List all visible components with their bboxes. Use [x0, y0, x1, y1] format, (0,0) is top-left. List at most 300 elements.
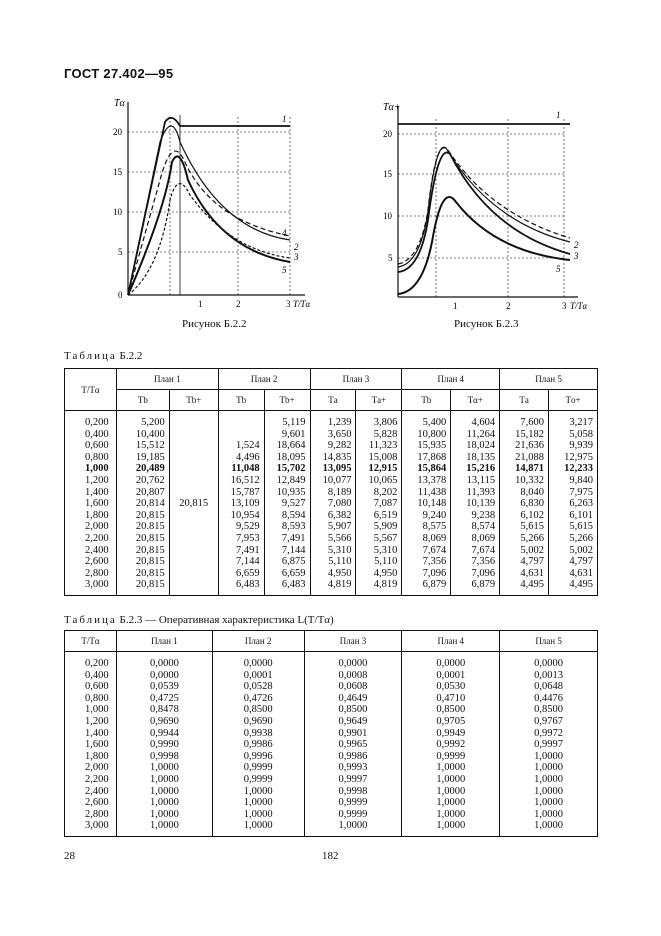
table-cell: 0,4649 [338, 692, 368, 704]
t1-col-p2b [264, 411, 310, 596]
table-cell: 20,489 [135, 463, 165, 475]
fig2-xtick: 1 [453, 301, 458, 311]
t1-sub-header: Tb+ [264, 390, 310, 411]
table-cell: 20,815 [135, 544, 165, 556]
table-cell: 0,9705 [436, 715, 466, 727]
table-cell: 1,400 [85, 727, 109, 739]
table-cell: 1,0000 [436, 773, 466, 785]
table-cell: 0,0001 [243, 669, 273, 681]
table-cell: 9,939 [569, 440, 593, 452]
table-cell: 0,8500 [338, 704, 368, 716]
table-cell: 4,495 [520, 579, 545, 591]
table-cell: 10,139 [466, 498, 496, 510]
t1-plan-header: План 3 [310, 369, 402, 390]
table-cell: 1,0000 [436, 820, 466, 832]
table-cell: 6,879 [471, 579, 496, 591]
table-cell: 1,0000 [436, 797, 466, 809]
table-cell: 4,819 [373, 579, 398, 591]
table-cell: 5,119 [282, 417, 306, 428]
table-cell: 9,240 [422, 509, 447, 521]
table-cell: 0,9992 [436, 739, 466, 751]
table-cell: 18,095 [276, 451, 306, 463]
fig2-xtick: 2 [506, 301, 511, 311]
table-cell: 5,002 [520, 544, 545, 556]
table-cell: 20,815 [135, 532, 165, 544]
table-cell: 0,9986 [338, 750, 368, 762]
table-cell: 5,828 [373, 428, 398, 440]
fig1-ylabel: Tα [114, 98, 125, 109]
table-cell: 5,266 [520, 532, 545, 544]
table-cell: 8,040 [520, 486, 545, 498]
table-cell: 4,631 [520, 567, 545, 579]
fig1-ytick: 0 [118, 290, 123, 300]
table-cell: 5,567 [373, 532, 398, 544]
table-cell: 3,000 [85, 579, 109, 591]
table-cell: 7,953 [235, 532, 260, 544]
table-cell: 5,110 [328, 556, 352, 568]
t1-sub-header: Tа+ [356, 390, 402, 411]
table-cell: 15,182 [515, 428, 545, 440]
table-cell: 7,491 [235, 544, 260, 556]
table-cell: 10,148 [417, 498, 447, 510]
table-cell: 3,650 [327, 428, 352, 440]
table-cell: 5,058 [569, 428, 593, 440]
table-cell: 4,797 [569, 556, 593, 568]
t1-col-p2a [218, 411, 264, 596]
table-cell: 5,310 [327, 544, 352, 556]
table-b22-title: Таблица Б.2.2 [64, 350, 143, 362]
table-cell: 15,787 [230, 486, 260, 498]
table-cell: 8,202 [373, 486, 398, 498]
table-cell: 9,282 [327, 440, 352, 452]
table-cell: 0,8478 [149, 704, 179, 716]
table-cell: 10,332 [515, 474, 545, 486]
table-b22 [64, 368, 598, 596]
t1-sub-header: Tо+ [549, 390, 598, 411]
figure-caption: Рисунок Б.2.3 [454, 318, 519, 330]
fig2-ytick: 15 [383, 169, 392, 179]
table-cell: 1,0000 [534, 750, 564, 762]
table-cell: 5,566 [327, 532, 352, 544]
table-cell: 1,239 [327, 417, 352, 428]
t1-col-header: T/Tα [65, 369, 117, 411]
fig1-ytick: 5 [118, 247, 123, 257]
table-cell: 20,815 [135, 567, 165, 579]
table-cell: 7,144 [235, 556, 260, 568]
t1-plan-header: План 4 [402, 369, 500, 390]
table-cell: 0,0000 [149, 658, 179, 669]
table-cell: 7,975 [569, 486, 593, 498]
t2-plan-header: План 5 [500, 631, 598, 652]
t1-col-p3a [310, 411, 356, 596]
table-cell: 0,9965 [338, 739, 368, 751]
t1-plan-header: План 1 [116, 369, 218, 390]
table-cell: 2,000 [85, 521, 109, 533]
table-cell: 20,814 [135, 498, 165, 510]
table-cell: 0,9901 [338, 727, 368, 739]
table-cell: 3,217 [569, 417, 593, 428]
t2-plan-header: План 1 [116, 631, 212, 652]
table-cell: 7,491 [281, 532, 306, 544]
table-cell: 0,9996 [243, 750, 273, 762]
fig2-curve-label: 1 [556, 110, 561, 120]
table-cell: 2,400 [85, 785, 109, 797]
table-cell: 11,048 [231, 463, 260, 475]
fig2-curve-label: 3 [574, 251, 579, 261]
table-cell: 13,378 [417, 474, 447, 486]
table-cell: 20,762 [135, 474, 165, 486]
table-cell: 7,096 [471, 567, 496, 579]
table-cell: 4,797 [520, 556, 545, 568]
t1-cell-p1b: 20,815 [179, 498, 209, 510]
t1-plan-header: План 5 [500, 369, 598, 390]
t1-col-p5b [549, 411, 598, 596]
table-cell: 6,875 [281, 556, 306, 568]
table-cell: 5,002 [569, 544, 593, 556]
table-cell: 2,200 [85, 773, 109, 785]
table-cell: 1,0000 [243, 820, 273, 832]
table-cell: 6,382 [327, 509, 352, 521]
table-cell: 6,659 [235, 567, 260, 579]
figure-caption: Рисунок Б.2.2 [182, 318, 247, 330]
table-cell: 8,069 [471, 532, 496, 544]
table-cell: 4,495 [569, 579, 593, 591]
table-cell: 0,600 [85, 681, 109, 693]
table-cell: 0,9997 [338, 773, 368, 785]
table-cell: 8,575 [422, 521, 447, 533]
table-cell: 15,216 [466, 463, 496, 475]
t1-col-p5a [500, 411, 549, 596]
table-cell: 5,615 [569, 521, 593, 533]
table-cell: 20,807 [135, 486, 165, 498]
table-cell: 0,9949 [436, 727, 466, 739]
table-cell: 11,438 [417, 486, 447, 498]
table-cell: 0,0001 [436, 669, 466, 681]
t1-plan-header: План 2 [218, 369, 310, 390]
table-cell: 11,264 [466, 428, 496, 440]
table-cell: 13,095 [322, 463, 352, 475]
table-cell: 0,0539 [149, 681, 179, 693]
table-cell: 0,9999 [338, 797, 368, 809]
table-cell: 0,0000 [149, 669, 179, 681]
table-cell: 6,101 [569, 509, 593, 521]
t2-col-p1 [116, 652, 212, 837]
table-cell: 1,524 [235, 440, 260, 452]
table-cell: 0,0008 [338, 669, 368, 681]
t1-sub-header: Tа [310, 390, 356, 411]
table-cell: 4,604 [471, 417, 496, 428]
t1-col-p4a [402, 411, 451, 596]
table-cell: 2,200 [85, 532, 109, 544]
table-cell: 18,135 [466, 451, 496, 463]
table-cell: 7,356 [471, 556, 496, 568]
table-cell: 0,4710 [436, 692, 466, 704]
table-cell: 7,080 [327, 498, 352, 510]
table-cell: 19,185 [135, 451, 165, 463]
table-cell: 15,008 [368, 451, 398, 463]
t2-col-p5 [500, 652, 598, 837]
table-cell: 0,9998 [149, 750, 179, 762]
table-cell: 21,636 [515, 440, 545, 452]
t1-sub-header: Tb [116, 390, 169, 411]
fig1-curve-label: 5 [282, 265, 287, 275]
table-cell: 9,840 [569, 474, 593, 486]
t1-sub-header: Tb+ [169, 390, 218, 411]
table-cell: 7,674 [471, 544, 496, 556]
table-cell: 2,800 [85, 567, 109, 579]
t2-col-header: T/Tα [65, 631, 117, 652]
table-cell: 1,0000 [149, 808, 179, 820]
table-cell: 0,9649 [338, 715, 368, 727]
fig1-ytick: 20 [113, 127, 122, 137]
table-cell: 0,9986 [243, 739, 273, 751]
table-cell: 3,000 [85, 820, 109, 832]
table-cell: 5,400 [422, 417, 447, 428]
table-cell: 1,0000 [534, 808, 564, 820]
table-cell: 6,102 [520, 509, 545, 521]
t1-col-p3b [356, 411, 402, 596]
table-cell: 2,000 [85, 762, 109, 774]
table-cell: 15,935 [417, 440, 447, 452]
table-cell: 0,9972 [534, 727, 564, 739]
table-cell: 1,0000 [534, 820, 564, 832]
t2-plan-header: План 3 [304, 631, 402, 652]
table-cell: 0,400 [85, 669, 109, 681]
table-cell: 1,0000 [436, 762, 466, 774]
table-cell: 2,400 [85, 544, 109, 556]
table-cell: 0,4725 [149, 692, 179, 704]
t1-sub-header: Tα+ [451, 390, 500, 411]
table-cell: 1,0000 [436, 785, 466, 797]
document-header: ГОСТ 27.402—95 [64, 66, 174, 81]
table-cell: 0,9767 [534, 715, 564, 727]
table-cell: 18,664 [276, 440, 306, 452]
table-cell: 10,935 [276, 486, 306, 498]
table-cell: 5,615 [520, 521, 545, 533]
fig2-xlabel: T/Tα [570, 301, 588, 311]
figure-b23 [380, 92, 595, 317]
table-cell: 3,806 [373, 417, 398, 428]
t2-col-p4 [402, 652, 500, 837]
table-b23-title: Таблица Б.2.3 — Оперативная характеристика L(T/Tα) [64, 614, 334, 626]
table-cell: 6,263 [569, 498, 593, 510]
table-cell: 21,088 [515, 451, 545, 463]
table-cell: 0,200 [85, 417, 109, 428]
table-cell: 15,512 [135, 440, 165, 452]
table-cell: 0,400 [85, 428, 109, 440]
table-cell: 1,0000 [149, 762, 179, 774]
fig2-curve-label: 2 [574, 240, 579, 250]
table-cell: 1,200 [85, 715, 109, 727]
table-cell: 12,849 [276, 474, 306, 486]
table-cell: 2,600 [85, 556, 109, 568]
t1-col-p4b [451, 411, 500, 596]
table-cell: 15,864 [417, 463, 447, 475]
table-cell: 0,0000 [436, 658, 466, 669]
table-cell: 1,600 [85, 739, 109, 751]
t2-plan-header: План 2 [212, 631, 304, 652]
table-b23 [64, 630, 598, 837]
table-cell: 1,0000 [534, 797, 564, 809]
table-cell: 1,000 [85, 704, 109, 716]
table-cell: 20,815 [135, 509, 165, 521]
table-cell: 12,915 [368, 463, 398, 475]
table-cell: 8,189 [327, 486, 352, 498]
table-cell: 0,9944 [149, 727, 179, 739]
t1-col-p1a [116, 411, 169, 596]
table-cell: 11,323 [368, 440, 398, 452]
table-cell: 0,9997 [534, 739, 564, 751]
table-cell: 1,0000 [243, 808, 273, 820]
t2-col-p3 [304, 652, 402, 837]
table-cell: 0,0000 [243, 658, 273, 669]
table-cell: 0,0000 [338, 658, 368, 669]
table-cell: 7,144 [281, 544, 306, 556]
table-cell: 11,393 [466, 486, 496, 498]
table-cell: 7,096 [422, 567, 447, 579]
table-cell: 1,600 [85, 498, 109, 510]
table-cell: 0,9990 [149, 739, 179, 751]
fig1-curve-label: 3 [294, 252, 299, 262]
table-cell: 1,0000 [534, 785, 564, 797]
table-cell: 2,600 [85, 797, 109, 809]
table-cell: 0,4726 [243, 692, 273, 704]
table-cell: 1,0000 [149, 820, 179, 832]
table-cell: 0,8500 [534, 704, 564, 716]
table-cell: 0,600 [85, 440, 109, 452]
table-cell: 1,400 [85, 486, 109, 498]
fig1-curve-label: 2 [294, 242, 299, 252]
table-cell: 7,600 [520, 417, 545, 428]
table-cell: 14,835 [322, 451, 352, 463]
table-cell: 6,483 [235, 579, 260, 591]
fig2-xtick: 3 [562, 301, 567, 311]
table-cell: 0,9998 [338, 785, 368, 797]
table-cell: 4,950 [373, 567, 398, 579]
fig2-ytick: 10 [383, 211, 392, 221]
table-cell: 0,9938 [243, 727, 273, 739]
table-cell: 10,954 [230, 509, 260, 521]
page-number-center: 182 [322, 850, 339, 862]
table-cell: 0,0013 [534, 669, 564, 681]
table-cell: 4,631 [569, 567, 593, 579]
table-cell: 1,0000 [338, 820, 368, 832]
table-cell: 0,0608 [338, 681, 368, 693]
fig1-xlabel: T/Tα [293, 299, 310, 309]
table-cell: 1,0000 [243, 797, 273, 809]
fig2-ylabel: Tα+ [383, 102, 401, 113]
table-cell: 0,9999 [243, 762, 273, 774]
table-cell: 2,800 [85, 808, 109, 820]
table-cell: 1,800 [85, 750, 109, 762]
table-cell: 0,0528 [243, 681, 273, 693]
table-cell: 6,830 [520, 498, 545, 510]
fig2-ytick: 5 [388, 253, 393, 263]
table-cell: 8,593 [281, 521, 306, 533]
table-cell: 10,065 [368, 474, 398, 486]
fig1-ytick: 15 [113, 167, 122, 177]
table-cell: 0,9993 [338, 762, 368, 774]
page-number-left: 28 [64, 850, 75, 862]
table-cell: 4,950 [327, 567, 352, 579]
fig1-curve-label: 1 [282, 114, 287, 124]
table-cell: 6,879 [422, 579, 447, 591]
table-cell: 1,0000 [149, 797, 179, 809]
table-cell: 1,0000 [436, 808, 466, 820]
table-cell: 9,601 [281, 428, 306, 440]
t2-plan-header: План 4 [402, 631, 500, 652]
table-cell: 0,200 [85, 658, 109, 669]
t2-col-p2 [212, 652, 304, 837]
table-cell: 5,310 [373, 544, 398, 556]
table-cell: 20.815 [135, 521, 165, 533]
table-cell: 0,0530 [436, 681, 466, 693]
fig1-curve-label: 4 [282, 228, 287, 238]
table-cell: 13,115 [466, 474, 496, 486]
table-cell: 8,574 [471, 521, 496, 533]
table-cell: 1,000 [85, 463, 109, 475]
table-cell: 16,512 [230, 474, 260, 486]
fig2-curve-label: 5 [556, 264, 561, 274]
table-cell: 12,233 [564, 463, 593, 475]
table-cell: 0,8500 [436, 704, 466, 716]
table-cell: 1,0000 [534, 762, 564, 774]
table-cell: 8,594 [281, 509, 306, 521]
table-cell: 9,529 [235, 521, 260, 533]
table-cell: 6,659 [281, 567, 306, 579]
table-cell: 0,4476 [534, 692, 564, 704]
t2-col-x [65, 652, 117, 837]
table-cell: 1,0000 [534, 773, 564, 785]
table-cell: 10,077 [322, 474, 352, 486]
table-cell: 5,907 [327, 521, 352, 533]
table-cell: 12,975 [564, 451, 593, 463]
table-cell: 0,9999 [243, 773, 273, 785]
table-cell: 6,519 [373, 509, 398, 521]
table-cell: 18,024 [466, 440, 496, 452]
table-cell: 14,871 [515, 463, 545, 475]
table-cell: 0,800 [85, 451, 109, 463]
table-cell: 8,069 [422, 532, 447, 544]
table-cell: 7,674 [422, 544, 447, 556]
table-cell: 10,400 [135, 428, 165, 440]
table-cell: 13,109 [230, 498, 260, 510]
table-cell: 4,496 [235, 451, 260, 463]
fig1-xtick: 2 [236, 299, 241, 309]
table-cell: 4,819 [327, 579, 352, 591]
table-cell: 0,9690 [149, 715, 179, 727]
t1-col-x [65, 411, 117, 596]
table-cell: 0,9999 [338, 808, 368, 820]
table-cell: 20,815 [135, 556, 165, 568]
table-cell: 20,815 [135, 579, 165, 591]
t1-col-p1b [169, 411, 218, 596]
figure-b22 [110, 90, 310, 315]
table-cell: 1,0000 [243, 785, 273, 797]
t1-sub-header: Tb [402, 390, 451, 411]
table-cell: 1,800 [85, 509, 109, 521]
table-cell: 9,527 [281, 498, 306, 510]
t1-sub-header: Tа [500, 390, 549, 411]
table-cell: 0,800 [85, 692, 109, 704]
table-cell: 5,266 [569, 532, 593, 544]
table-cell: 15,702 [276, 463, 306, 475]
table-cell: 10,800 [417, 428, 447, 440]
table-cell: 0,0648 [534, 681, 564, 693]
table-cell: 0,9690 [243, 715, 273, 727]
t1-sub-header: Tb [218, 390, 264, 411]
table-cell: 17,868 [417, 451, 447, 463]
